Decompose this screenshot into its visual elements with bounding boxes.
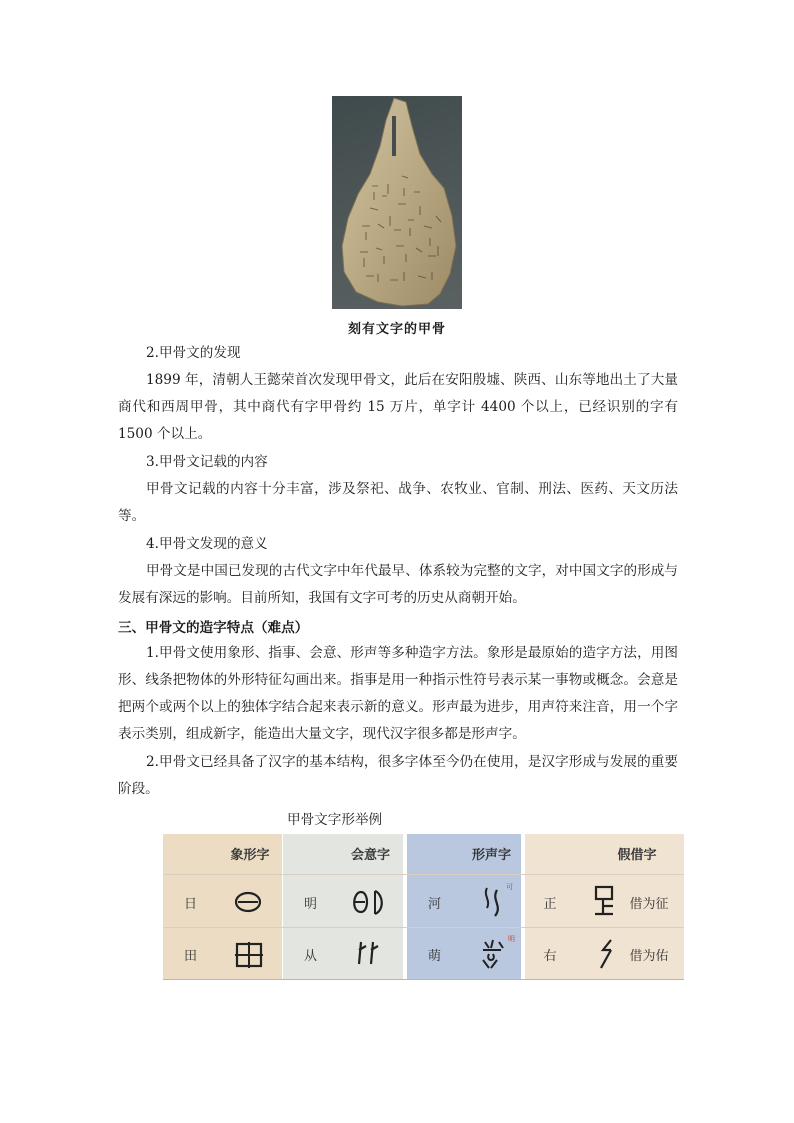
loan-note: 借为征 [629, 896, 669, 912]
part-3-paragraph-1: 1.甲骨文使用象形、指事、会意、形声等多种造字方法。象形是最原始的造字方法，用图形、线条把物体的外形特征勾画出来。指事是用一种指示性符号表示某一事物或概念。会意是把两个或两个以上的独体字结合起来表示新的意义。形声最为进步，用声符来注音，用一个字表示类别，组成新字，能造出大量文字，现代汉字很多都是形声字。 [118, 645, 678, 742]
table-header: 象形字 [230, 847, 270, 863]
phonetic-mark: 明 [508, 935, 515, 943]
oracle-glyph-meng [479, 936, 507, 970]
table-char: 正 [543, 896, 557, 912]
photo-caption: 刻有文字的甲骨 [347, 322, 446, 337]
oracle-bone-photo [332, 96, 462, 309]
section-3-body: 甲骨文记载的内容十分丰富，涉及祭祀、战争、农牧业、官制、刑法、医药、天文历法等。 [118, 481, 678, 524]
table-char: 从 [303, 948, 317, 964]
table-char: 萌 [427, 948, 441, 964]
table-title: 甲骨文字形举例 [287, 812, 383, 828]
table-rule [163, 874, 684, 875]
table-char: 田 [183, 948, 197, 964]
oracle-glyph-cong [353, 938, 385, 970]
group-phono-semantic [407, 834, 521, 980]
oracle-glyph-you [593, 936, 621, 970]
table-rule [163, 927, 684, 928]
oracle-glyph-he [481, 884, 507, 918]
loan-note: 借为佑 [629, 948, 669, 964]
section-3-heading: 3.甲骨文记载的内容 [146, 454, 268, 470]
oracle-glyph-tian [233, 940, 265, 970]
table-char: 右 [543, 948, 557, 964]
section-2-heading: 2.甲骨文的发现 [146, 345, 241, 361]
oracle-glyph-zheng [591, 884, 619, 918]
oracle-glyph-ri [233, 888, 263, 916]
oracle-glyph-ming [349, 888, 389, 916]
group-associative [283, 834, 403, 980]
section-4-heading: 4.甲骨文发现的意义 [146, 536, 268, 552]
table-header: 会意字 [350, 847, 390, 863]
section-2-body: 1899 年，清朝人王懿荣首次发现甲骨文，此后在安阳殷墟、陕西、山东等地出土了大量商代和西周甲骨，其中商代有字甲骨约 15 万片，单字计 4400 个以上，已经识别的字有 1500 个以上。 [118, 372, 678, 442]
section-4-body: 甲骨文是中国已发现的古代文字中年代最早、体系较为完整的文字，对中国文字的形成与发展有深远的影响。目前所知，我国有文字可考的历史从商朝开始。 [118, 563, 678, 606]
part-3-heading: 三、甲骨文的造字特点（难点） [118, 620, 309, 636]
group-pictographic [163, 834, 282, 980]
oracle-bone-image [332, 96, 462, 309]
table-char: 河 [427, 896, 441, 912]
table-rule [163, 979, 684, 980]
glyph-example-table [163, 834, 684, 980]
group-loan [525, 834, 684, 980]
table-header: 假借字 [617, 847, 657, 863]
table-char: 明 [303, 896, 317, 912]
table-char: 日 [183, 896, 197, 912]
phonetic-mark: 可 [506, 883, 513, 891]
part-3-paragraph-2: 2.甲骨文已经具备了汉字的基本结构，很多字体至今仍在使用，是汉字形成与发展的重要阶段。 [118, 754, 678, 797]
table-header: 形声字 [471, 847, 511, 863]
